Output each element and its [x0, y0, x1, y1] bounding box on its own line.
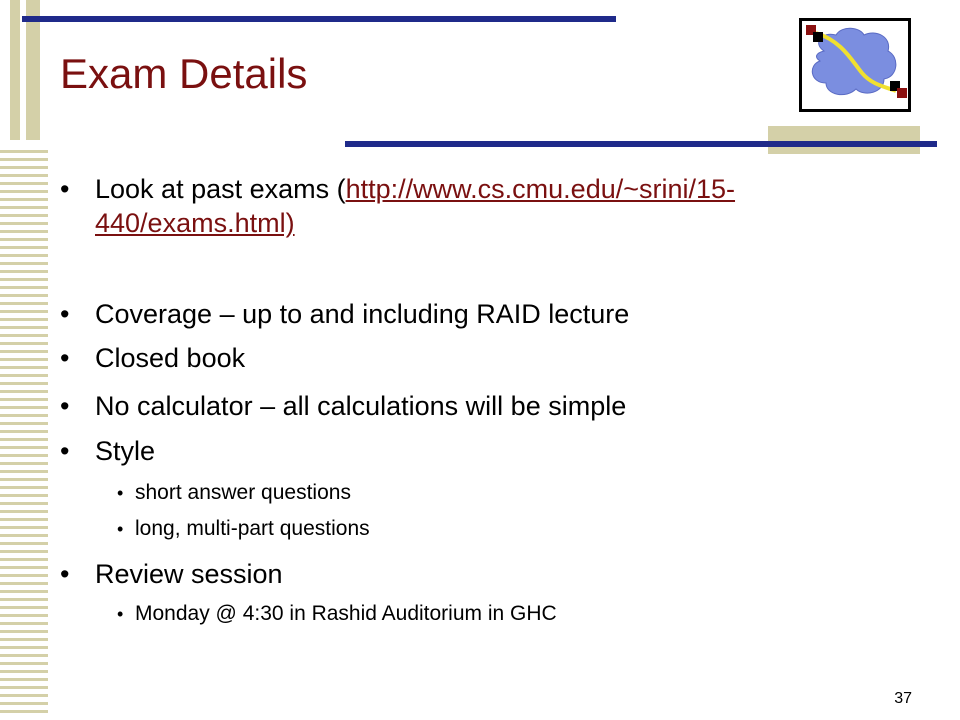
- accent-block: [768, 126, 920, 154]
- logo: [799, 18, 911, 112]
- bullet-past-exams-text: Look at past exams (: [95, 174, 346, 204]
- bullet-past-exams: [95, 172, 735, 206]
- slide-title: Exam Details: [60, 50, 308, 97]
- middle-accent-bar-overlay: [345, 141, 937, 147]
- past-exams-link-line1[interactable]: http://www.cs.cmu.edu/~srini/15-: [345, 174, 736, 204]
- bullet-style: Style: [95, 436, 156, 466]
- bullet-dot: •: [60, 436, 70, 466]
- bullet-review-session: Review session: [95, 559, 283, 589]
- sub-bullet-dot: •: [117, 604, 124, 624]
- sub-bullet-dot: •: [117, 519, 124, 539]
- bullet-dot: •: [60, 559, 70, 589]
- page-number: 37: [894, 690, 912, 707]
- bullet-no-calculator: No calculator – all calculations will be simple: [95, 391, 627, 421]
- bullet-past-exams-line2: [95, 206, 295, 240]
- bullet-dot: •: [60, 174, 70, 204]
- sub-bullet-long-multipart: long, multi-part questions: [135, 517, 370, 540]
- bullet-dot: •: [60, 299, 70, 329]
- network-cloud-icon: [802, 21, 908, 109]
- bullet-dot: •: [60, 391, 70, 421]
- bullet-closed-book: Closed book: [95, 343, 246, 373]
- sub-bullet-short-answer: short answer questions: [135, 481, 351, 504]
- left-striped-border: [0, 0, 48, 720]
- sub-bullet-review-time: Monday @ 4:30 in Rashid Auditorium in GHC: [135, 602, 557, 625]
- sub-bullet-dot: •: [117, 483, 124, 503]
- top-accent-bar: [22, 16, 616, 22]
- bullet-coverage: Coverage – up to and including RAID lecture: [95, 299, 630, 329]
- past-exams-link-line2[interactable]: 440/exams.html): [95, 208, 295, 238]
- bullet-dot: •: [60, 343, 70, 373]
